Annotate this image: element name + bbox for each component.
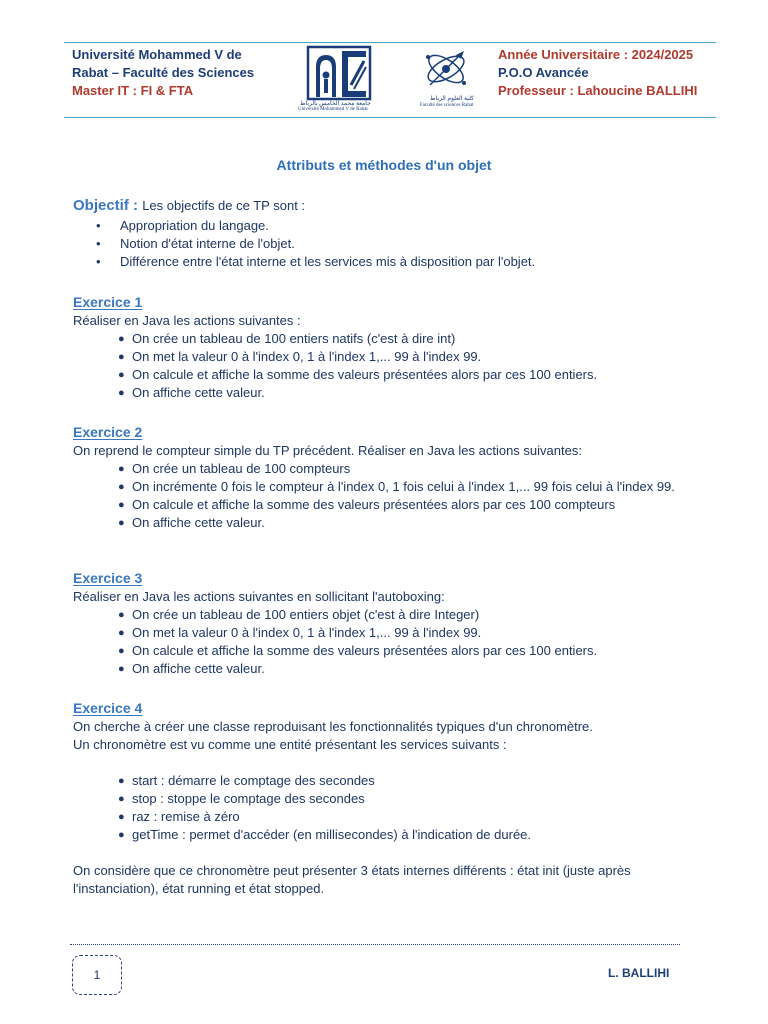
list-item: ● On calcule et affiche la somme des valeurs présentées alors par ces 100 entiers. [118,642,703,660]
list-item: ● On incrémente 0 fois le compteur à l'index 0, 1 fois celui à l'index 1,... 99 fois celui à l'index 99. [118,478,703,496]
exercice-1-list [73,330,703,402]
objectif-list [96,217,535,271]
header-institution [72,46,254,100]
list-item: ● On crée un tableau de 100 compteurs [118,460,703,478]
footer-divider [70,944,680,945]
faculty-logo [416,45,478,113]
exercice-2 [73,422,703,532]
objectif-line [73,197,305,214]
objectif-item: • Différence entre l'état interne et les services mis à disposition par l'objet. [96,253,535,271]
header-program: Master IT : FI & FTA [72,83,194,98]
faculty-emblem-icon [416,45,478,95]
exercice-3-title: Exercice 3 [73,570,143,586]
header-course-info [498,46,697,100]
exercice-1-intro: Réaliser en Java les actions suivantes : [73,313,301,328]
list-item: ● On met la valeur 0 à l'index 0, 1 à l'index 1,... 99 à l'index 99. [118,624,703,642]
list-item: ● On calcule et affiche la somme des valeurs présentées alors par ces 100 compteurs [118,496,703,514]
exercice-4-title: Exercice 4 [73,700,143,716]
faculty-logo-caption-arabic: كلية العلوم الرباط [430,96,474,102]
exercice-4-intro-line-1: On cherche à créer une classe reproduisant les fonctionnalités typiques d'un chronomètre. [73,719,593,734]
list-item: ● On affiche cette valeur. [118,384,703,402]
exercice-3-list [73,606,703,678]
objectif-item: • Appropriation du langage. [96,217,535,235]
exercice-3-intro: Réaliser en Java les actions suivantes en sollicitant l'autoboxing: [73,589,445,604]
page-header [64,42,716,118]
list-item: ● On affiche cette valeur. [118,660,703,678]
list-item: ● On met la valeur 0 à l'index 0, 1 à l'index 1,... 99 à l'index 99. [118,348,703,366]
document-title: Attributs et méthodes d'un objet [276,157,492,173]
exercice-4-services-list [73,772,703,844]
objectif-heading: Objectif [73,197,129,214]
objectif-colon: : [128,197,143,214]
exercice-2-list [73,460,703,532]
header-course-name: P.O.O Avancée [498,65,589,80]
exercice-1 [73,292,703,402]
exercice-4-intro-line-2: Un chronomètre est vu comme une entité présentant les services suivants : [73,737,507,752]
objectif-intro: Les objectifs de ce TP sont : [142,198,306,213]
exercice-2-title: Exercice 2 [73,424,143,440]
list-item: ● On crée un tableau de 100 entiers objet (c'est à dire Integer) [118,606,703,624]
exercice-1-title: Exercice 1 [73,294,143,310]
list-item: ● On calcule et affiche la somme des valeurs présentées alors par ces 100 entiers. [118,366,703,384]
list-item: ● stop : stoppe le comptage des secondes [118,790,703,808]
objectif-item: • Notion d'état interne de l'objet. [96,235,535,253]
exercice-4 [73,698,703,898]
header-university-line-1: Université Mohammed V de [72,47,242,62]
university-logo-caption-arabic: جامعة محمد الخامس بالرباط [300,101,371,107]
page-number: 1 [72,955,122,995]
university-logo [296,45,382,113]
faculty-logo-caption: Faculté des sciences Rabat [420,103,474,108]
list-item: ● On affiche cette valeur. [118,514,703,532]
exercice-3 [73,568,703,678]
exercice-2-intro: On reprend le compteur simple du TP précédent. Réaliser en Java les actions suivantes: [73,443,582,458]
exercice-4-conclusion: On considère que ce chronomètre peut présenter 3 états internes différents : état init (juste après l'instanciation), état running et état stopped. [73,863,631,896]
header-university-line-2: Rabat – Faculté des Sciences [72,65,255,80]
university-logo-caption: Université Mohammed V de Rabat [298,107,368,112]
header-professor: Professeur : Lahoucine BALLIHI [498,83,698,98]
university-emblem-icon [296,45,382,101]
list-item: ● start : démarre le comptage des secondes [118,772,703,790]
list-item: ● getTime : permet d'accéder (en millisecondes) à l'indication de durée. [118,826,703,844]
list-item: ● On crée un tableau de 100 entiers natifs (c'est à dire int) [118,330,703,348]
list-item: ● raz : remise à zéro [118,808,703,826]
header-academic-year: Année Universitaire : 2024/2025 [498,47,694,62]
footer-author: L. BALLIHI [608,966,670,980]
